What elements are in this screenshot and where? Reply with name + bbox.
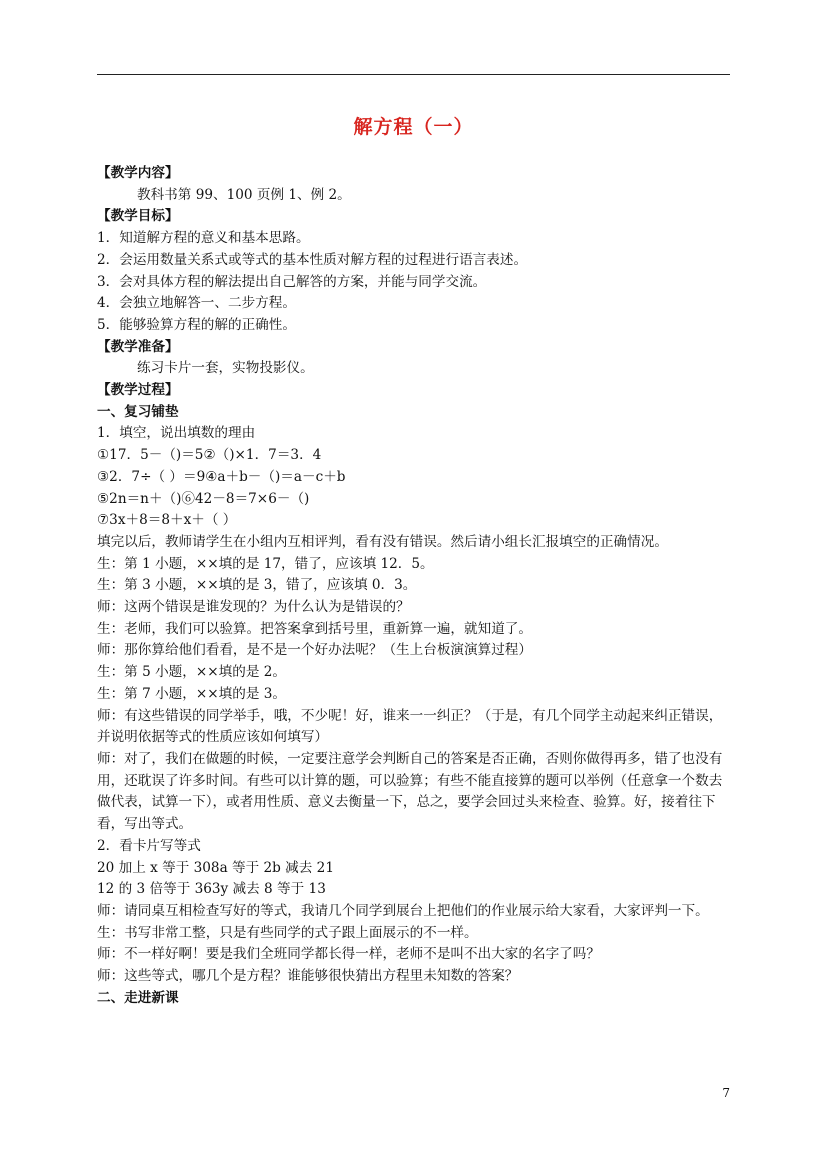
page-number: 7 [722, 1086, 730, 1100]
document-title: 解方程（一） [353, 116, 474, 138]
section-heading: 二、走进新课 [97, 989, 179, 1006]
header-rule [97, 74, 730, 75]
text-line: 2．会运用数量关系式或等式的基本性质对解方程的过程进行语言表述。 [97, 251, 528, 268]
text-line: 师：请同桌互相检查写好的等式，我请几个同学到展台上把他们的作业展示给大家看，大家评判一下。 [97, 902, 709, 919]
text-line: 生：第 1 小题，××填的是 17，错了，应该填 12．5。 [97, 555, 434, 572]
section-heading: 【教学过程】 [97, 382, 179, 399]
text-line: 师：对了，我们在做题的时候，一定要注意学会判断自己的答案是否正确，否则你做得再多，错了也没有用，还耽误了许多时间。有些可以计算的题，可以验算；有些不能直接算的题可以举例（任意拿一个数去做代表，试算一下），或者用性质、意义去衡量一下，总之，要学会回过头来检查、验算。好，接着往下看，写出等式。 [97, 750, 723, 833]
text-line: 填完以后，教师请学生在小组内互相评判，看有没有错误。然后请小组长汇报填空的正确情况。 [97, 533, 668, 550]
text-line: 1．填空，说出填数的理由 [97, 425, 256, 442]
text-line: 12 的 3 倍等于 363y 减去 8 等于 13 [97, 881, 326, 898]
text-line: ③2．7÷（ ）＝9④a＋b－（)＝a－c＋b [97, 468, 346, 485]
text-line: 教科书第 99、100 页例 1、例 2。 [137, 186, 351, 203]
text-line: ⑦3x＋8＝8＋x＋（ ） [97, 512, 237, 529]
text-line: 练习卡片一套，实物投影仪。 [137, 360, 314, 377]
text-line: 师：不一样好啊！要是我们全班同学都长得一样，老师不是叫不出大家的名字了吗？ [97, 946, 600, 963]
text-line: 5．能够验算方程的解的正确性。 [97, 316, 296, 333]
section-heading: 【教学准备】 [97, 338, 179, 355]
text-line: 生：书写非常工整，只是有些同学的式子跟上面展示的不一样。 [97, 924, 478, 941]
text-line: 生：第 3 小题，××填的是 3，错了，应该填 0．3。 [97, 577, 417, 594]
text-line: 2．看卡片写等式 [97, 837, 201, 854]
text-line: ⑤2n＝n＋（)⑥42－8＝7×6－（) [97, 490, 310, 507]
section-heading: 【教学目标】 [97, 208, 179, 225]
text-line: 4．会独立地解答一、二步方程。 [97, 295, 296, 312]
text-line: 生：第 5 小题，××填的是 2。 [97, 664, 286, 681]
text-line: 师：这些等式，哪几个是方程？谁能够很快猜出方程里未知数的答案？ [97, 968, 519, 985]
text-line: 20 加上 x 等于 308a 等于 2b 减去 21 [97, 859, 334, 876]
text-line: 师：那你算给他们看看，是不是一个好办法呢？（生上台板演演算过程） [97, 642, 532, 659]
text-line: 师：有这些错误的同学举手，哦，不少呢！好，谁来一一纠正？（于是，有几个同学主动起来纠正错误，并说明依据等式的性质应该如何填写） [97, 707, 723, 746]
text-line: 1．知道解方程的意义和基本思路。 [97, 230, 310, 247]
section-heading: 一、复习铺垫 [97, 403, 179, 420]
section-heading: 【教学内容】 [97, 165, 179, 181]
text-line: 生：第 7 小题，××填的是 3。 [97, 685, 286, 702]
text-line: 3．会对具体方程的解法提出自己解答的方案，并能与同学交流。 [97, 273, 487, 290]
text-line: 师：这两个错误是谁发现的？为什么认为是错误的？ [97, 599, 410, 616]
text-line: 生：老师，我们可以验算。把答案拿到括号里，重新算一遍，就知道了。 [97, 620, 532, 637]
text-line: ①17．5－（)＝5②（)×1．7＝3．4 [97, 447, 322, 464]
document-body [97, 163, 730, 1009]
